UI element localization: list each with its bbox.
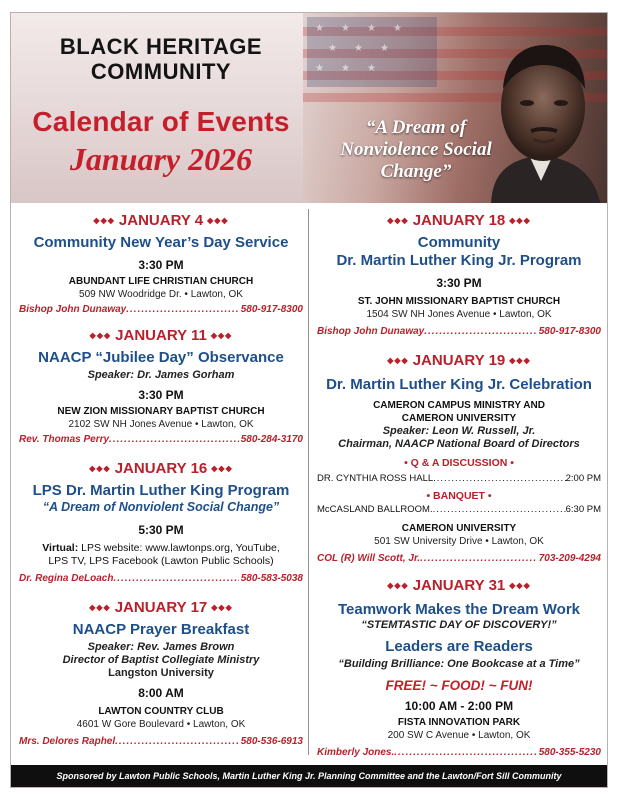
- star-icon: ★: [341, 23, 350, 34]
- diamond-icon: ◆◆◆: [211, 464, 233, 473]
- event-date-text: JANUARY 4: [118, 212, 204, 229]
- event-time: 10:00 AM - 2:00 PM: [404, 699, 514, 713]
- event-subtitle-2: “Building Brilliance: One Bookcase at a Time”: [338, 658, 580, 670]
- qa-place: DR. CYNTHIA ROSS HALL: [317, 473, 434, 484]
- event-title: Dr. Martin Luther King Jr. Celebration: [326, 376, 592, 393]
- diamond-icon: ◆◆◆: [210, 331, 233, 340]
- event-date: [19, 598, 303, 618]
- dot-leader: [433, 503, 566, 516]
- event-jan-17: [19, 598, 303, 749]
- event-date: [317, 576, 601, 596]
- header-title-block: [11, 13, 311, 203]
- sponsor-footer: Sponsored by Lawton Public Schools, Martin Luther King Jr. Planning Committee and the Lawton/Fort Sill Community: [11, 765, 607, 787]
- dot-leader: [424, 325, 536, 339]
- contact-phone: 580-583-5038: [240, 573, 303, 584]
- org-title-line2: COMMUNITY: [90, 59, 232, 84]
- contact-phone: 580-355-5230: [538, 747, 601, 758]
- event-date: [19, 326, 303, 346]
- event-title-line1: Community: [417, 234, 501, 251]
- event-date: [19, 459, 303, 479]
- right-column: [317, 211, 601, 760]
- contact-phone: 703-209-4294: [538, 553, 601, 564]
- event-contact: [19, 433, 303, 447]
- diamond-icon: ◆◆◆: [387, 581, 409, 590]
- event-venue: ABUNDANT LIFE CHRISTIAN CHURCH: [68, 276, 254, 287]
- event-time: 8:00 AM: [138, 686, 184, 700]
- event-time: 3:30 PM: [436, 276, 482, 290]
- diamond-icon: ◆◆◆: [93, 216, 115, 225]
- left-column: [19, 211, 303, 749]
- mlk-photo-collage: [303, 13, 607, 203]
- banquet-schedule-row: [317, 503, 601, 516]
- qa-schedule-row: [317, 472, 601, 485]
- diamond-icon: ◆◆◆: [509, 581, 531, 590]
- contact-name: Dr. Regina DeLoach: [19, 573, 114, 584]
- column-divider: [308, 209, 309, 755]
- event-venue: LAWTON COUNTRY CLUB: [98, 706, 224, 717]
- contact-phone: 580-284-3170: [240, 434, 303, 445]
- event-date-text: JANUARY 19: [412, 352, 506, 369]
- event-time: 5:30 PM: [138, 523, 184, 537]
- contact-phone: 580-917-8300: [240, 304, 303, 315]
- star-icon: ★: [354, 43, 363, 54]
- qa-section-label: • Q & A DISCUSSION •: [404, 457, 514, 469]
- event-address: 1504 SW NH Jones Avenue • Lawton, OK: [366, 309, 552, 320]
- contact-name: Kimberly Jones.: [317, 747, 395, 758]
- star-icon: ★: [367, 23, 376, 34]
- star-icon: ★: [315, 23, 324, 34]
- event-speaker-role: Chairman, NAACP National Board of Directors: [338, 438, 580, 450]
- event-jan-11: [19, 326, 303, 447]
- diamond-icon: ◆◆◆: [89, 603, 111, 612]
- event-jan-4: [19, 211, 303, 317]
- event-address: 4601 W Gore Boulevard • Lawton, OK: [76, 719, 246, 730]
- dot-leader: [394, 746, 536, 760]
- virtual-line1: LPS website: www.lawtonps.org, YouTube,: [78, 542, 280, 554]
- contact-phone: 580-917-8300: [538, 326, 601, 337]
- event-speaker: Speaker: Dr. James Gorham: [87, 369, 235, 381]
- event-contact: [317, 325, 601, 339]
- virtual-line2: LPS TV, LPS Facebook (Lawton Public Schools): [48, 555, 274, 567]
- event-contact: [19, 572, 303, 586]
- event-host-line1: CAMERON CAMPUS MINISTRY AND: [373, 400, 545, 411]
- event-time: 3:30 PM: [138, 258, 184, 272]
- event-date-text: JANUARY 17: [114, 599, 208, 616]
- event-speaker-org: Langston University: [108, 667, 214, 679]
- event-jan-31: [317, 576, 601, 760]
- event-address: 509 NW Woodridge Dr. • Lawton, OK: [79, 289, 243, 300]
- qa-time: 2:00 PM: [565, 473, 601, 484]
- star-icon: ★: [393, 23, 402, 34]
- dot-leader: [115, 735, 239, 749]
- event-date-text: JANUARY 31: [412, 577, 506, 594]
- diamond-icon: ◆◆◆: [509, 356, 531, 365]
- event-venue: NEW ZION MISSIONARY BAPTIST CHURCH: [57, 406, 265, 417]
- calendar-title: Calendar of Events: [32, 106, 290, 137]
- event-contact: [317, 552, 601, 566]
- diamond-icon: ◆◆◆: [509, 216, 531, 225]
- event-contact: [317, 746, 601, 760]
- dot-leader: [113, 572, 238, 586]
- event-time: 3:30 PM: [138, 388, 184, 402]
- dot-leader: [109, 433, 239, 447]
- header-banner: [11, 13, 607, 203]
- banquet-place: McCASLAND BALLROOM.: [317, 504, 433, 515]
- event-date: [19, 211, 303, 231]
- event-title-line2: Dr. Martin Luther King Jr. Program: [336, 252, 582, 269]
- contact-name: Rev. Thomas Perry: [19, 434, 110, 445]
- event-title-2: Leaders are Readers: [385, 638, 533, 655]
- dot-leader: [420, 552, 537, 566]
- event-title: LPS Dr. Martin Luther King Program: [32, 482, 290, 499]
- event-speaker-role: Director of Baptist Collegiate Ministry: [62, 654, 260, 666]
- event-date: [317, 351, 601, 371]
- event-address: 200 SW C Avenue • Lawton, OK: [387, 730, 531, 741]
- event-subtitle: “STEMTASTIC DAY OF DISCOVERY!”: [361, 619, 557, 631]
- event-date-text: JANUARY 18: [412, 212, 506, 229]
- event-highlight: FREE! ~ FOOD! ~ FUN!: [385, 678, 533, 693]
- event-date-text: JANUARY 16: [114, 460, 208, 477]
- virtual-label: Virtual:: [42, 542, 79, 554]
- header-quote: “A Dream of Nonviolence Social Change”: [340, 117, 492, 182]
- star-icon: ★: [380, 43, 389, 54]
- event-virtual-info: [19, 542, 303, 555]
- contact-name: Mrs. Delores Raphel: [19, 736, 116, 747]
- event-venue: FISTA INNOVATION PARK: [397, 717, 521, 728]
- calendar-month: January 2026: [69, 141, 253, 177]
- event-jan-19: [317, 351, 601, 566]
- diamond-icon: ◆◆◆: [387, 356, 409, 365]
- diamond-icon: ◆◆◆: [207, 216, 229, 225]
- event-title: Community New Year’s Day Service: [33, 234, 289, 251]
- org-title-line1: BLACK HERITAGE: [59, 34, 263, 59]
- event-title: Teamwork Makes the Dream Work: [337, 601, 581, 618]
- event-contact: [19, 303, 303, 317]
- diamond-icon: ◆◆◆: [387, 216, 409, 225]
- event-jan-16: [19, 459, 303, 586]
- diamond-icon: ◆◆◆: [89, 331, 112, 340]
- event-title: NAACP Prayer Breakfast: [72, 621, 250, 638]
- flyer-page: [10, 12, 608, 788]
- event-venue: CAMERON UNIVERSITY: [401, 523, 517, 534]
- dot-leader: [433, 472, 565, 485]
- contact-name: COL (R) Will Scott, Jr.: [317, 553, 421, 564]
- banquet-time: 6:30 PM: [565, 504, 601, 515]
- event-speaker: Speaker: Leon W. Russell, Jr.: [382, 425, 536, 437]
- star-icon: ★: [341, 63, 350, 74]
- star-icon: ★: [367, 63, 376, 74]
- event-contact: [19, 735, 303, 749]
- diamond-icon: ◆◆◆: [211, 603, 233, 612]
- event-date: [317, 211, 601, 231]
- flag-stars: [307, 17, 437, 87]
- diamond-icon: ◆◆◆: [89, 464, 111, 473]
- banquet-section-label: • BANQUET •: [426, 490, 492, 502]
- contact-name: Bishop John Dunaway: [19, 304, 127, 315]
- contact-name: Bishop John Dunaway: [317, 326, 425, 337]
- contact-phone: 580-536-6913: [240, 736, 303, 747]
- event-address: 501 SW University Drive • Lawton, OK: [374, 536, 544, 547]
- star-icon: ★: [315, 63, 324, 74]
- dot-leader: [126, 303, 238, 317]
- star-icon: ★: [328, 43, 337, 54]
- event-speaker: Speaker: Rev. James Brown: [87, 641, 235, 653]
- event-address: 2102 SW NH Jones Avenue • Lawton, OK: [68, 419, 254, 430]
- event-title: NAACP “Jubilee Day” Observance: [38, 349, 284, 366]
- event-subtitle: “A Dream of Nonviolent Social Change”: [42, 500, 280, 514]
- event-date-text: JANUARY 11: [115, 327, 207, 344]
- event-host-line2: CAMERON UNIVERSITY: [401, 413, 517, 424]
- event-jan-18: [317, 211, 601, 339]
- event-venue: ST. JOHN MISSIONARY BAPTIST CHURCH: [357, 296, 561, 307]
